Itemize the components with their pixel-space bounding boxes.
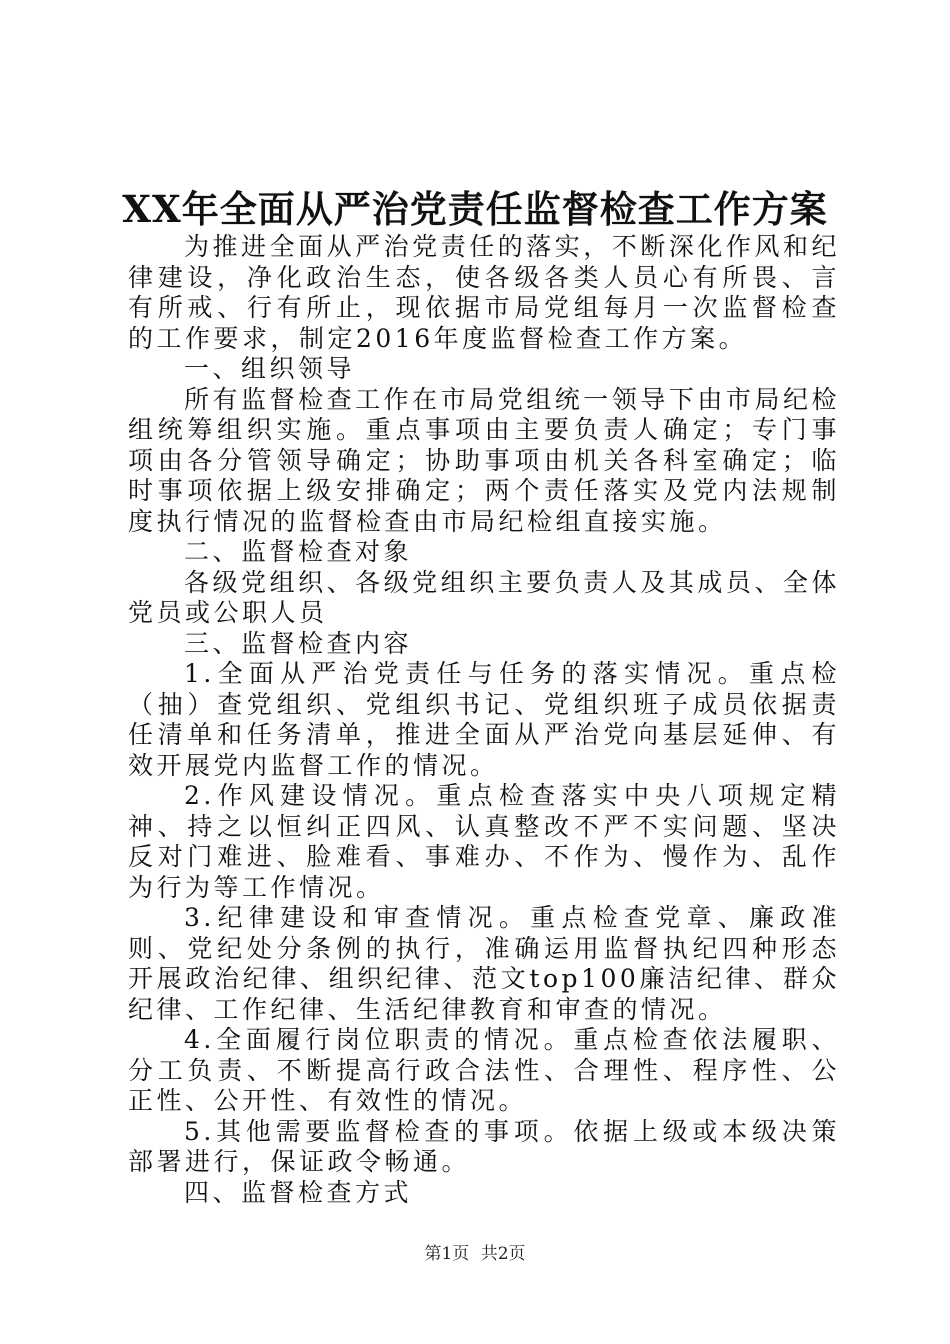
paragraph-intro: 为推进全面从严治党责任的落实，不断深化作风和纪律建设，净化政治生态，使各级各类人员心有所畏、言有所戒、行有所止，现依据市局党组每月一次监督检查的工作要求，制定2016年度监督检查工作方案。 [128, 232, 840, 353]
paragraph-content-item-2: 2.作风建设情况。重点检查落实中央八项规定精神、持之以恒纠正四风、认真整改不严不实问题、坚决反对门难进、脸难看、事难办、不作为、慢作为、乱作为行为等工作情况。 [128, 781, 840, 902]
paragraph-content-item-5: 5.其他需要监督检查的事项。依据上级或本级决策部署进行，保证政令畅通。 [128, 1116, 840, 1176]
page-number-total: 共2页 [480, 1244, 526, 1264]
section-heading-content: 三、监督检查内容 [184, 628, 413, 658]
section-heading-organization: 一、组织领导 [184, 354, 356, 383]
page-number-current: 第1页 [424, 1244, 470, 1264]
document-title: XX年全面从严治党责任监督检查工作方案 [122, 187, 828, 231]
section-heading-targets: 二、监督检查对象 [184, 537, 413, 566]
paragraph-organization: 所有监督检查工作在市局党组统一领导下由市局纪检组统筹组织实施。重点事项由主要负责人确定；专门事项由各分管领导确定；协助事项由机关各科室确定；临时事项依据上级安排确定；两个责任落实及党内法规制度执行情况的监督检查由市局纪检组直接实施。 [128, 384, 840, 536]
section-heading-methods: 四、监督检查方式 [184, 1177, 413, 1207]
paragraph-content-item-3: 3.纪律建设和审查情况。重点检查党章、廉政准则、党纪处分条例的执行，准确运用监督执纪四种形态开展政治纪律、组织纪律、范文top100廉洁纪律、群众纪律、工作纪律、生活纪律教育和审查的情况。 [128, 903, 840, 1024]
paragraph-content-item-4: 4.全面履行岗位职责的情况。重点检查依法履职、分工负责、不断提高行政合法性、合理性、程序性、公正性、公开性、有效性的情况。 [128, 1025, 840, 1115]
paragraph-targets: 各级党组织、各级党组织主要负责人及其成员、全体党员或公职人员 [128, 567, 840, 627]
page-footer [0, 1242, 950, 1266]
document-body [128, 232, 840, 1208]
paragraph-content-item-1: 1.全面从严治党责任与任务的落实情况。重点检（抽）查党组织、党组织书记、党组织班子成员依据责任清单和任务清单，推进全面从严治党向基层延伸、有效开展党内监督工作的情况。 [128, 659, 840, 780]
